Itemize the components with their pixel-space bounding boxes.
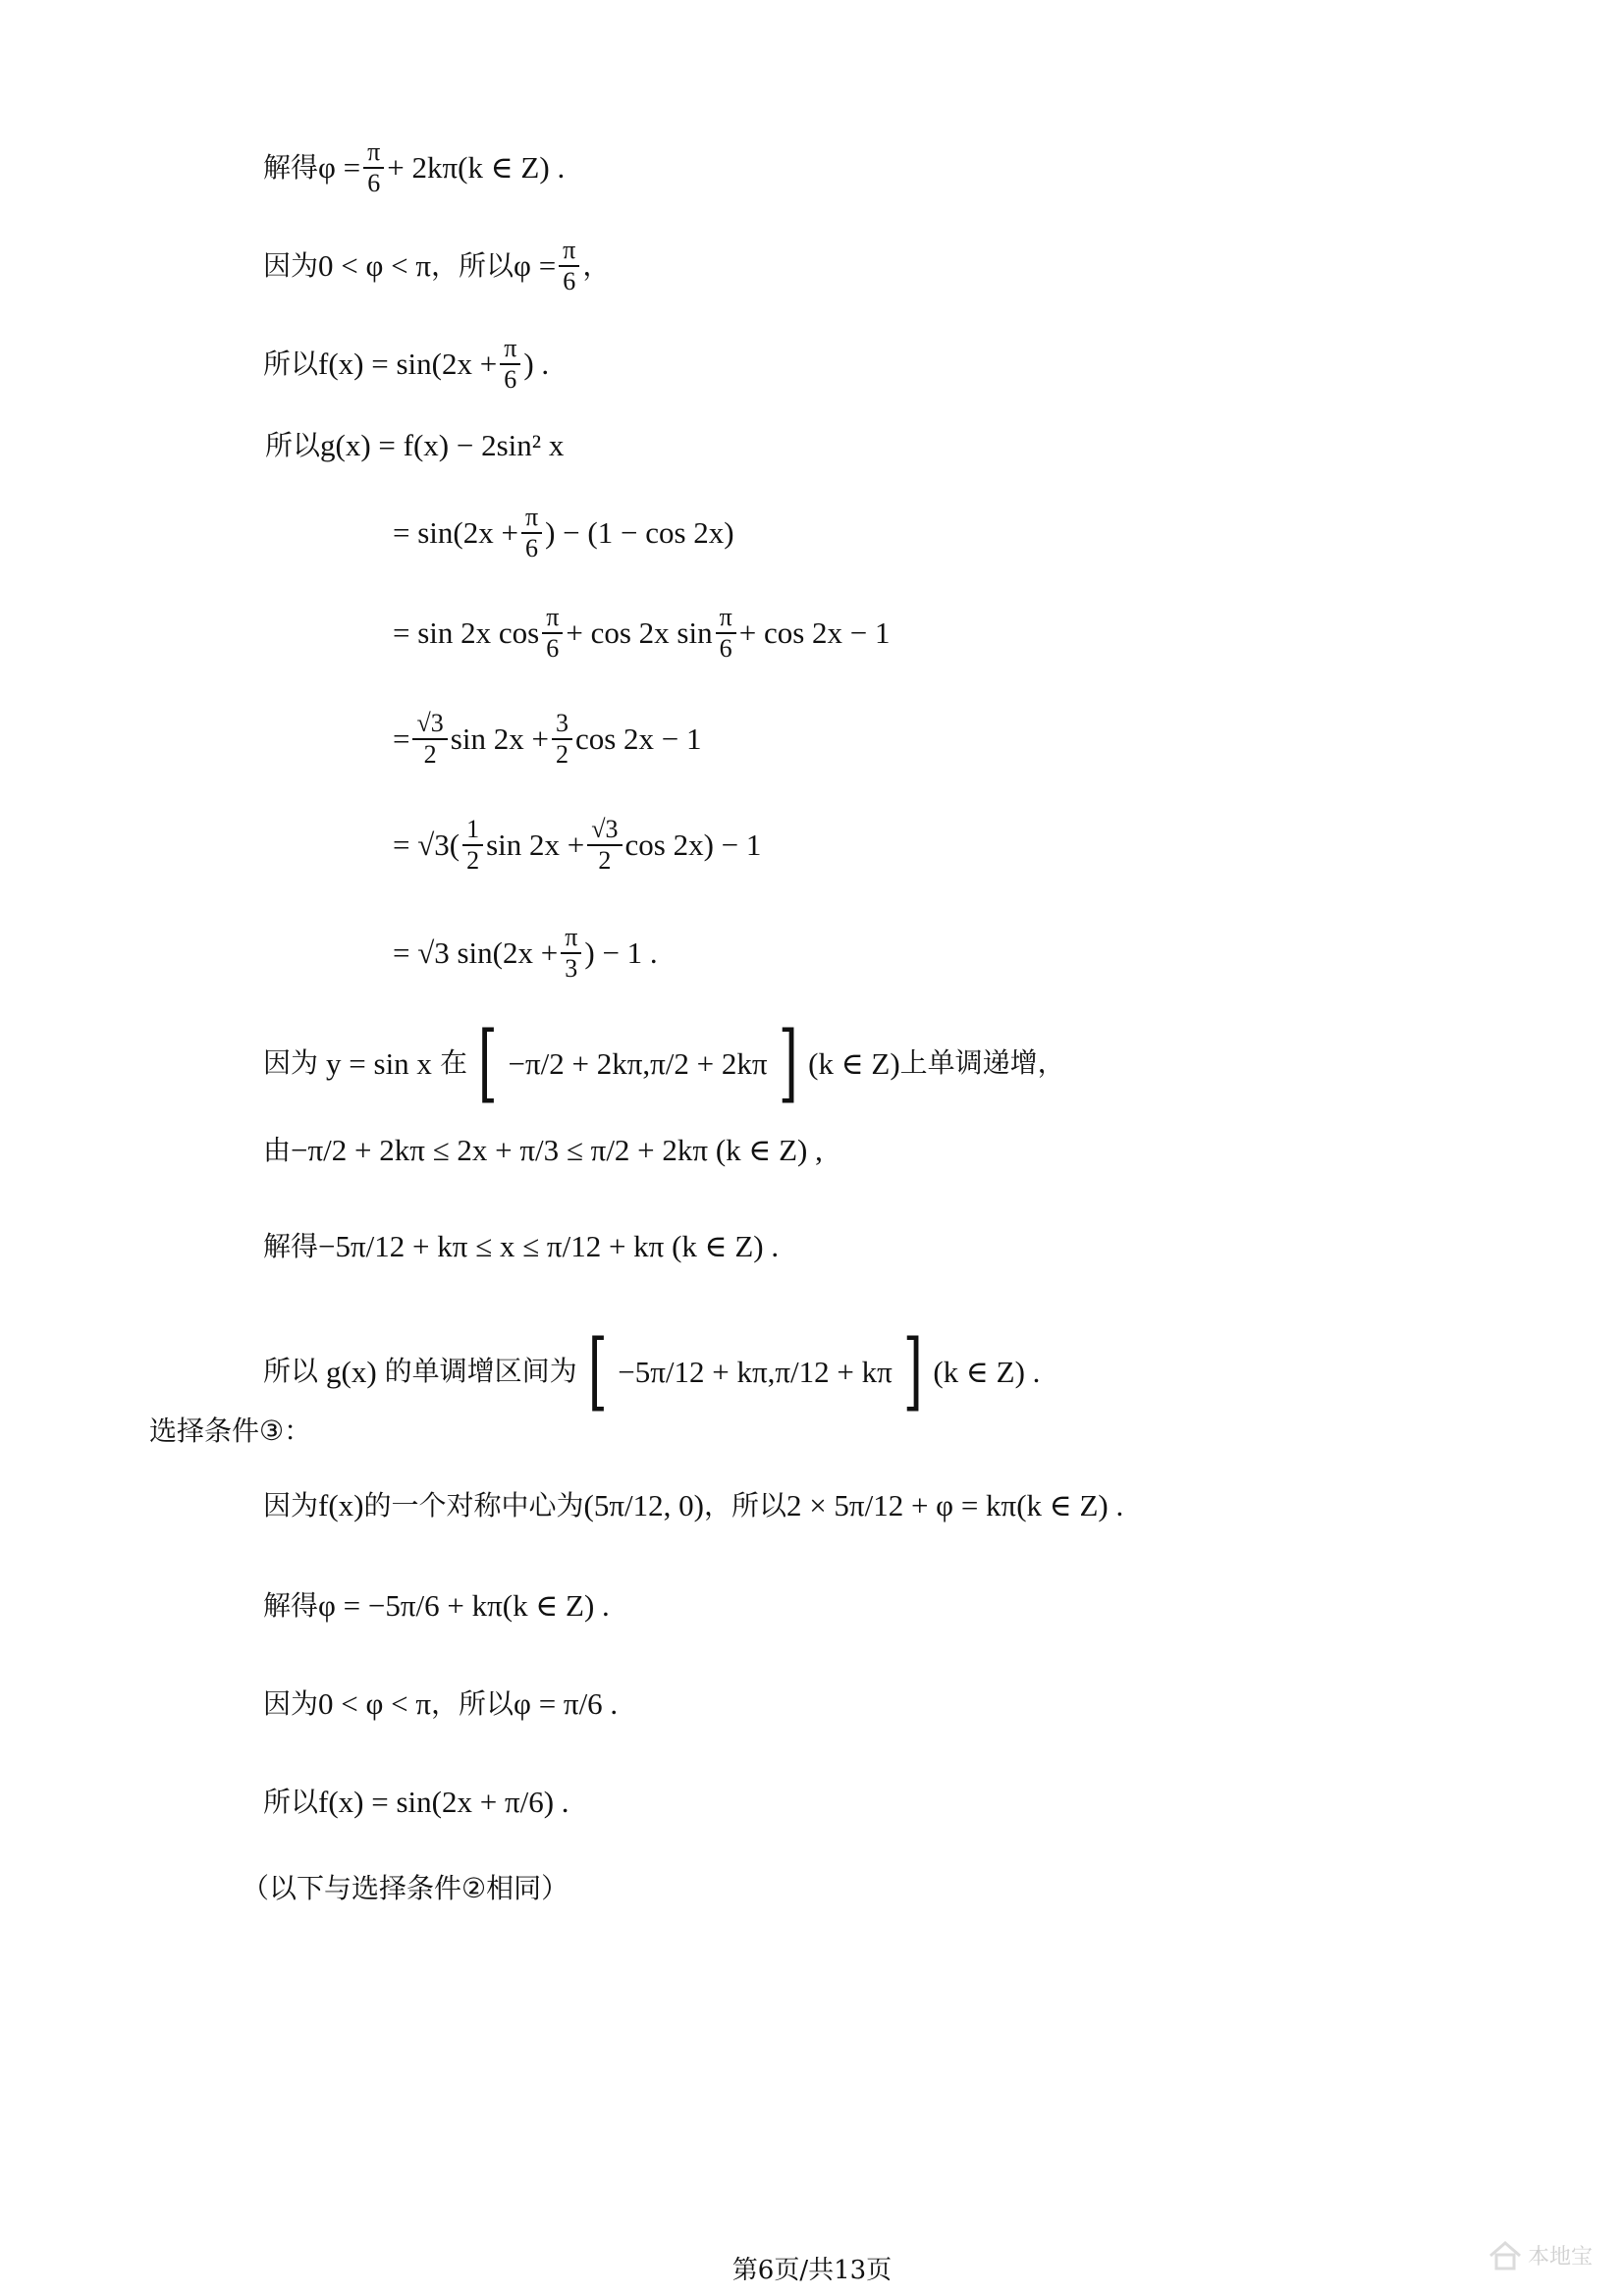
- interval-start: −5π/12 + kπ: [618, 1354, 768, 1389]
- math-expr: −5π/12 + kπ ≤ x ≤ π/12 + kπ (k ∈ Z) .: [318, 1229, 780, 1263]
- math-expr: g(x) = f(x) − 2sin² x: [320, 428, 565, 462]
- math-expr: sin 2x +: [450, 721, 549, 757]
- math-expr: (k ∈ Z) .: [933, 1354, 1041, 1389]
- math-expr: cos 2x) − 1: [624, 828, 762, 863]
- solution-line-12: [263, 1231, 779, 1261]
- fraction: $\frac{\pi}{6}$: [500, 334, 520, 395]
- math-expr: φ =: [318, 150, 361, 186]
- math-expr: f(x) = sin(2x +: [318, 347, 498, 382]
- solution-line-16: [263, 1590, 610, 1621]
- left-bracket: [: [587, 1322, 608, 1420]
- right-bracket: ]: [902, 1322, 923, 1420]
- line-text: 的单调增区间为: [384, 1355, 577, 1387]
- line-text: 所以: [263, 1355, 319, 1387]
- line-text: 的一个对称中心为: [363, 1488, 584, 1522]
- math-expr: f(x): [318, 1488, 364, 1522]
- solution-line-10: 因为 y = sin x 在 [ −π/2 + 2kπ , π/2 + 2kπ ] (k ∈ Z) 上单调递增，: [263, 1014, 1065, 1112]
- line-text: 上单调递增，: [899, 1046, 1065, 1079]
- fraction: $\frac{√3}{2}$: [412, 709, 447, 770]
- math-expr: + cos 2x − 1: [738, 615, 891, 651]
- solution-line-18: [263, 1787, 569, 1817]
- fraction: $\frac{\pi}{6}$: [716, 603, 736, 664]
- math-expr: + 2kπ(k ∈ Z) .: [387, 150, 566, 186]
- math-expr: cos 2x − 1: [574, 721, 702, 757]
- line-text: 选择条件③：: [149, 1415, 312, 1447]
- line-text: 解得: [263, 1229, 319, 1262]
- solution-note: [242, 1872, 569, 1904]
- line-text: 解得: [263, 150, 319, 184]
- fraction: $\frac{\pi}{6}$: [521, 503, 542, 563]
- page-footer: 第6页/共13页: [731, 2256, 893, 2285]
- math-expr: + cos 2x sin: [566, 615, 713, 651]
- line-text: 因为: [263, 1686, 319, 1720]
- solution-line-5: [393, 503, 734, 563]
- solution-line-15: [263, 1490, 1123, 1521]
- fraction: $\frac{\pi}{6}$: [363, 137, 384, 198]
- watermark: [1489, 2240, 1593, 2270]
- math-expr: ) − 1 .: [584, 935, 658, 971]
- fraction: $\frac{√3}{2}$: [587, 815, 622, 876]
- math-expr: φ = −5π/6 + kπ(k ∈ Z) .: [318, 1588, 610, 1623]
- solution-line-3: [263, 334, 549, 395]
- math-expr: ) .: [523, 347, 550, 382]
- solution-line-8: [393, 815, 761, 876]
- math-expr: g(x): [326, 1354, 377, 1389]
- line-text: 因为: [263, 1488, 319, 1522]
- math-expr: φ = π/6 .: [514, 1686, 619, 1721]
- math-expr: (k ∈ Z): [808, 1045, 900, 1081]
- line-text: 所以: [265, 428, 321, 461]
- math-expr: f(x) = sin(2x + π/6) .: [318, 1785, 569, 1819]
- left-bracket: [: [477, 1014, 498, 1112]
- math-expr: sin 2x +: [486, 828, 585, 863]
- math-expr: ) − (1 − cos 2x): [545, 515, 734, 551]
- line-text: ，所以: [431, 248, 514, 282]
- fraction: $\frac{3}{2}$: [552, 709, 572, 770]
- math-expr: y = sin x: [326, 1045, 432, 1081]
- math-expr: = sin(2x +: [393, 515, 518, 551]
- math-expr: 2 × 5π/12 + φ = kπ(k ∈ Z) .: [785, 1488, 1124, 1522]
- math-expr: = sin 2x cos: [393, 615, 540, 651]
- fraction: $\frac{\pi}{6}$: [559, 236, 579, 296]
- house-icon: [1489, 2241, 1522, 2270]
- interval-end: π/2 + 2kπ: [650, 1045, 768, 1081]
- solution-line-13: 所以 g(x) 的单调增区间为 [ −5π/12 + kπ , π/12 + kπ ] (k ∈ Z) .: [263, 1322, 1041, 1420]
- solution-line-11: [263, 1135, 823, 1165]
- math-expr: 0 < φ < π: [318, 1686, 432, 1721]
- solution-line-1: [263, 137, 565, 198]
- math-expr: = √3(: [393, 828, 460, 863]
- line-text: 所以: [263, 1785, 319, 1818]
- solution-line-7: [393, 709, 702, 770]
- math-expr: −π/2 + 2kπ ≤ 2x + π/3 ≤ π/2 + 2kπ (k ∈ Z) ,: [291, 1133, 823, 1167]
- line-text: 因为: [263, 248, 319, 282]
- line-text: （以下与选择条件②相同）: [242, 1872, 569, 1904]
- math-expr: =: [393, 721, 410, 757]
- section-heading: [149, 1417, 311, 1445]
- interval-end: π/12 + kπ: [775, 1354, 893, 1389]
- line-text: 由: [263, 1133, 292, 1166]
- fraction: $\frac{1}{2}$: [462, 815, 483, 876]
- line-text: ，所以: [431, 1686, 514, 1720]
- line-text: ，: [582, 248, 611, 282]
- line-text: 所以: [263, 347, 319, 380]
- line-text: ，所以: [703, 1488, 786, 1522]
- interval-start: −π/2 + 2kπ: [508, 1045, 643, 1081]
- right-bracket: ]: [778, 1014, 798, 1112]
- solution-line-6: [393, 603, 891, 664]
- math-expr: 0 < φ < π: [318, 248, 432, 284]
- math-expr: (5π/12, 0): [583, 1488, 704, 1522]
- solution-line-4: [265, 430, 564, 460]
- fraction: $\frac{\pi}{3}$: [561, 923, 581, 984]
- math-expr: = √3 sin(2x +: [393, 935, 559, 971]
- solution-line-9: [393, 923, 658, 984]
- line-text: 解得: [263, 1588, 319, 1622]
- line-text: 因为: [263, 1046, 319, 1079]
- fraction: $\frac{\pi}{6}$: [542, 603, 563, 664]
- watermark-text: 本地宝: [1528, 2245, 1594, 2269]
- solution-line-2: [263, 236, 610, 296]
- line-text: 在: [439, 1046, 467, 1079]
- solution-line-17: [263, 1688, 618, 1719]
- math-expr: φ =: [514, 248, 557, 284]
